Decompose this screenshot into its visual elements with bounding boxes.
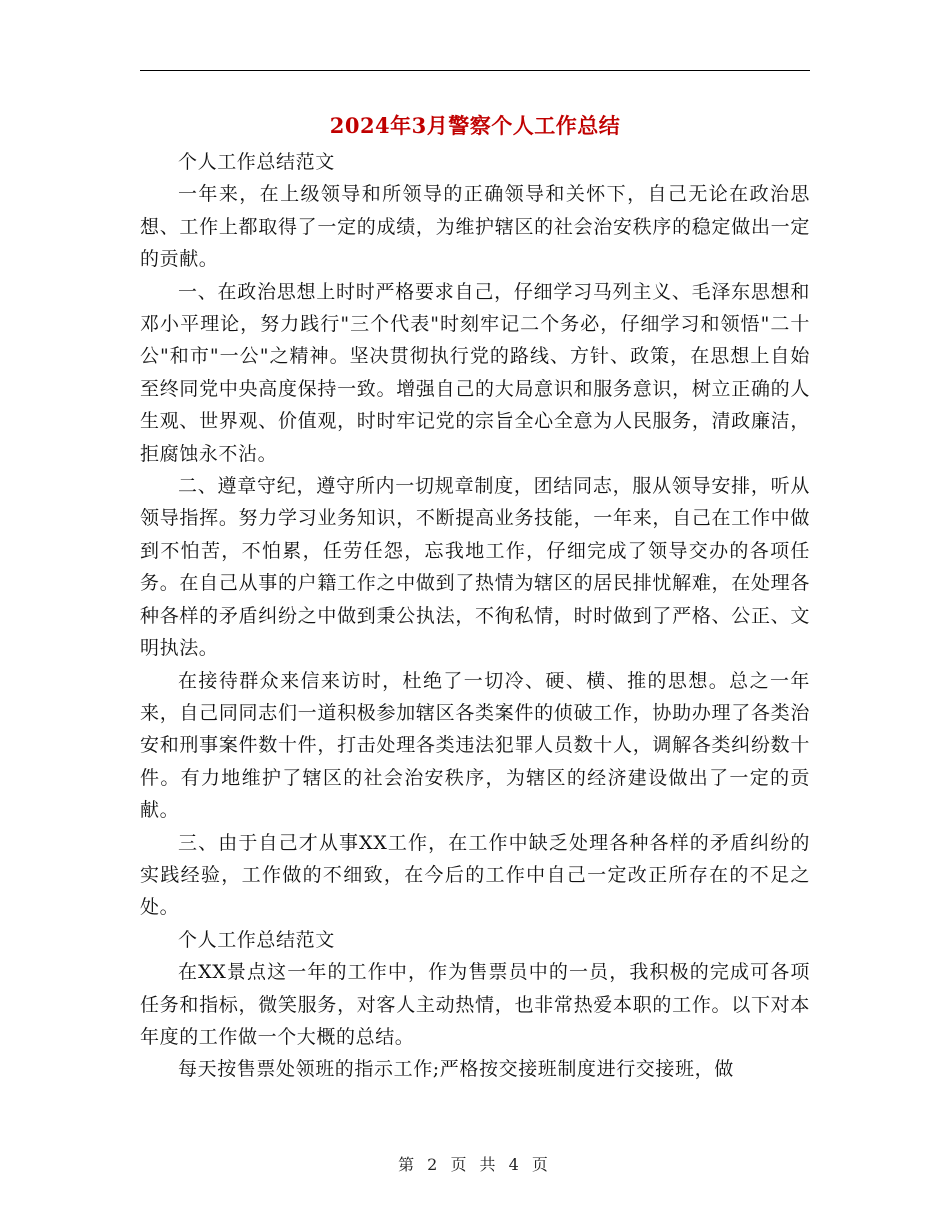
body-paragraph: 一、在政治思想上时时严格要求自己，仔细学习马列主义、毛泽东思想和邓小平理论，努力践行"三个代表"时刻牢记二个务必，仔细学习和领悟"二十公"和市"一公"之精神。坚决贯彻执行党的路线、方针、政策，在思想上自始至终同党中央高度保持一致。增强自己的大局意识和服务意识，树立正确的人生观、世界观、价值观，时时牢记党的宗旨全心全意为人民服务，清政廉洁，拒腐蚀永不沾。 bbox=[140, 280, 810, 465]
body-paragraph: 每天按售票处领班的指示工作;严格按交接班制度进行交接班，做 bbox=[178, 1058, 734, 1081]
body-paragraph: 在接待群众来信来访时，杜绝了一切冷、硬、横、推的思想。总之一年来，自己同同志们一道积极参加辖区各类案件的侦破工作，协助办理了各类治安和刑事案件数十件，打击处理各类违法犯罪人员数十人，调解各类纠纷数十件。有力地维护了辖区的社会治安秩序，为辖区的经济建设做出了一定的贡献。 bbox=[140, 669, 810, 822]
body-paragraph: 二、遵章守纪，遵守所内一切规章制度，团结同志，服从领导安排，听从领导指挥。努力学习业务知识，不断提高业务技能，一年来，自己在工作中做到不怕苦，不怕累，任劳任怨，忘我地工作，仔细完成了领导交办的各项任务。在自己从事的户籍工作之中做到了热情为辖区的居民排忧解难，在处理各种各样的矛盾纠纷之中做到秉公执法，不徇私情，时时做到了严格、公正、文明执法。 bbox=[140, 475, 810, 660]
section-heading: 个人工作总结范文 bbox=[178, 928, 335, 951]
header-rule bbox=[140, 70, 810, 71]
section-heading: 个人工作总结范文 bbox=[178, 151, 335, 173]
page-number-footer: 第 2 页 共 4 页 bbox=[398, 1155, 552, 1174]
body-paragraph: 在XX景点这一年的工作中，作为售票员中的一员，我积极的完成可各项任务和指标，微笑服务，对客人主动热情，也非常热爱本职的工作。以下对本年度的工作做一个大概的总结。 bbox=[140, 961, 810, 1048]
document-body bbox=[140, 146, 810, 1086]
document-title: 2024年3月警察个人工作总结 bbox=[329, 113, 621, 138]
body-paragraph: 三、由于自己才从事XX工作，在工作中缺乏处理各种各样的矛盾纠纷的实践经验，工作做的不细致，在今后的工作中自己一定改正所存在的不足之处。 bbox=[140, 831, 810, 919]
body-paragraph: 一年来，在上级领导和所领导的正确领导和关怀下，自己无论在政治思想、工作上都取得了一定的成绩，为维护辖区的社会治安秩序的稳定做出一定的贡献。 bbox=[140, 183, 810, 271]
